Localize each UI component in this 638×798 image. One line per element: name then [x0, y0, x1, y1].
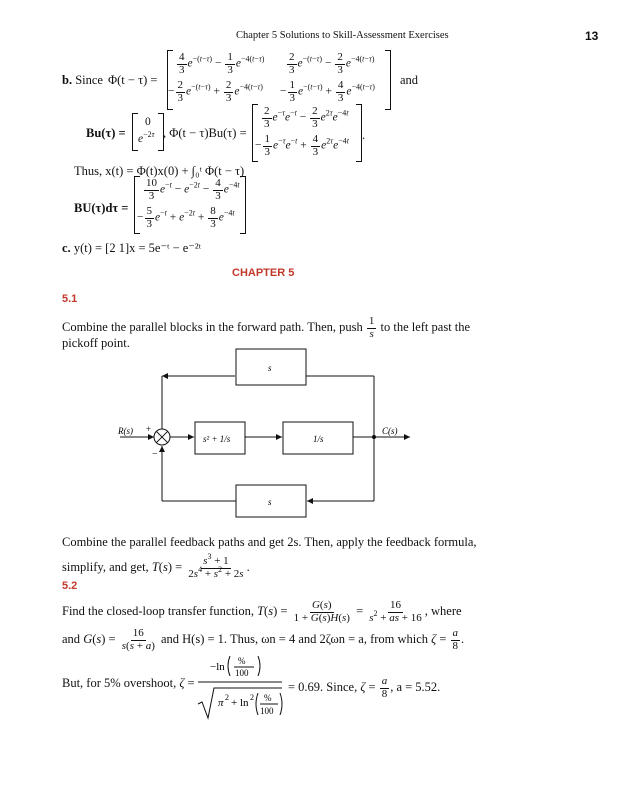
forward-block-label: s² + 1/s	[203, 434, 231, 444]
bottom-block-label: s	[268, 497, 272, 507]
svg-text:π: π	[218, 697, 224, 709]
part-c	[62, 240, 201, 256]
block-diagram	[110, 345, 420, 527]
phi-bu-1: $\frac{2}{3}$ $e^{-\tau}e^{-t}$ − $\frac{2}{3}$ $e^{2\tau}e^{-4t}$	[264, 105, 349, 130]
and-text: and	[400, 73, 419, 87]
p51-text1: Combine the parallel blocks in the forward path. Then, push	[62, 319, 363, 334]
phi-12: $\frac{2}{3}$ $e^{-(t-\tau)}$ − $\frac{2}{3}$ $e^{-4(t-\tau)}$	[289, 51, 375, 76]
output-label: C(s)	[382, 426, 398, 436]
plus-sign: +	[146, 424, 152, 434]
svg-text:2: 2	[250, 693, 254, 702]
minus-sign: −	[152, 449, 158, 460]
p51-text1-end: to the left past the	[380, 319, 471, 334]
problem-5-2-line1: Find the closed-loop transfer function, T(s) = $\frac{G(s)}{1 + G(s)H(s)}$ = $\frac{16}{s^2 + as + 16}$ , where	[62, 599, 462, 624]
phi-bu-2: − $\frac{1}{3}$ $e^{-\tau}e^{-t}$ + $\frac{4}{3}$ $e^{2\tau}e^{-4t}$	[255, 133, 349, 158]
svg-text:−ln: −ln	[210, 661, 225, 673]
phi-bu-vector	[252, 104, 362, 162]
running-header: Chapter 5 Solutions to Skill-Assessment Exercises	[236, 30, 449, 41]
part-b-label	[62, 73, 103, 88]
phi-bu-lhs: , Φ(t − τ)Bu(τ) =	[163, 126, 247, 140]
bu-lhs: Bu(τ) =	[86, 126, 126, 140]
period: .	[362, 128, 366, 142]
bu-vector	[132, 113, 164, 151]
svg-text:%: %	[238, 656, 246, 666]
chapter-heading: CHAPTER 5	[232, 267, 295, 279]
since-text: Since	[75, 73, 103, 87]
problem-5-1-number: 5.1	[62, 293, 78, 305]
part-b-marker: b.	[62, 73, 73, 87]
svg-text:100: 100	[235, 668, 249, 678]
p52-line3-end: , a = 5.52.	[390, 679, 441, 694]
p52-line1-end: , where	[424, 603, 462, 618]
bu-2: $e^{-2\tau}$	[138, 130, 155, 145]
part-c-marker: c.	[62, 241, 71, 255]
problem-5-2-line3-start: But, for 5% overshoot, ζ =	[62, 676, 195, 690]
result-tf: $\frac{s^3 + 1}{2s^4 + s^2 + 2s}$	[188, 552, 244, 580]
int-result-2: − $\frac{5}{3}$ $e^{-t} + e^{-2t}$ + $\frac{8}{3}$ $e^{-4t}$	[137, 205, 235, 230]
top-block-label: s	[268, 363, 272, 373]
push-fraction: $\frac{1}{s}$	[368, 315, 375, 340]
problem-5-2-line3-end: = 0.69. Since, ζ = $\frac{a}{8}$ , a = 5.52.	[288, 675, 441, 700]
phi-11: $\frac{4}{3}$ $e^{-(t-\tau)}$ − $\frac{1}{3}$ $e^{-4(t-\tau)}$	[179, 51, 265, 76]
int-result-1: $\frac{10}{3}$ $e^{-t} - e^{-2t}$ − $\frac{4}{3}$ $e^{-4t}$	[146, 177, 240, 202]
phi-22: − $\frac{1}{3}$ $e^{-(t-\tau)}$ + $\frac{4}{3}$ $e^{-4(t-\tau)}$	[280, 79, 375, 104]
problem-5-2-number: 5.2	[62, 580, 78, 592]
input-label: R(s)	[118, 426, 133, 436]
svg-text:100: 100	[260, 706, 274, 716]
zeta-formula	[196, 648, 286, 722]
part-c-text: y(t) = [2 1]x = 5e⁻ᵗ − e⁻²ᵗ	[73, 241, 202, 255]
bu-dtau-lhs: BU(τ)dτ =	[74, 201, 129, 215]
problem-5-1-line4: simplify, and get, T(s) = $\frac{s^3 + 1}{2s^4 + s^2 + 2s}$ .	[62, 552, 250, 580]
problem-5-1-line2: pickoff point.	[62, 336, 130, 350]
p52-line1: Find the closed-loop transfer function,	[62, 603, 254, 618]
integrator-block-label: 1/s	[313, 434, 324, 444]
svg-text:+ ln: + ln	[231, 697, 249, 709]
problem-5-2-line2: and G(s) = $\frac{16}{s(s + a)}$ and H(s) = 1. Thus, ωn = 4 and 2ζωn = a, from which ζ = $\frac{a}{8}$ .	[62, 627, 465, 652]
bu-1: 0	[145, 116, 151, 128]
p52-line2-mid: and H(s) = 1. Thus, ωn = 4 and 2ζωn = a, from which	[160, 631, 429, 646]
p51-text4: simplify, and get,	[62, 559, 149, 574]
page-number: 13	[585, 29, 599, 43]
phi-matrix	[167, 50, 391, 110]
problem-5-1-line3: Combine the parallel feedback paths and get 2s. Then, apply the feedback formula,	[62, 535, 477, 549]
p52-line3-start: But, for 5% overshoot,	[62, 676, 177, 690]
svg-text:%: %	[264, 693, 272, 703]
p52-line2-start: and	[62, 631, 81, 646]
phi-21: − $\frac{2}{3}$ $e^{-(t-\tau)}$ + $\frac{2}{3}$ $e^{-4(t-\tau)}$	[168, 79, 263, 104]
svg-text:2: 2	[225, 693, 229, 702]
phi-lhs: Φ(t − τ) =	[108, 73, 158, 87]
p52-line3-mid: = 0.69. Since,	[288, 679, 358, 694]
thus-text: Thus, x(t) = Φ(t)x(0) + ∫₀ᵗ Φ(t − τ)	[74, 164, 245, 178]
integral-result-vector	[134, 176, 246, 234]
